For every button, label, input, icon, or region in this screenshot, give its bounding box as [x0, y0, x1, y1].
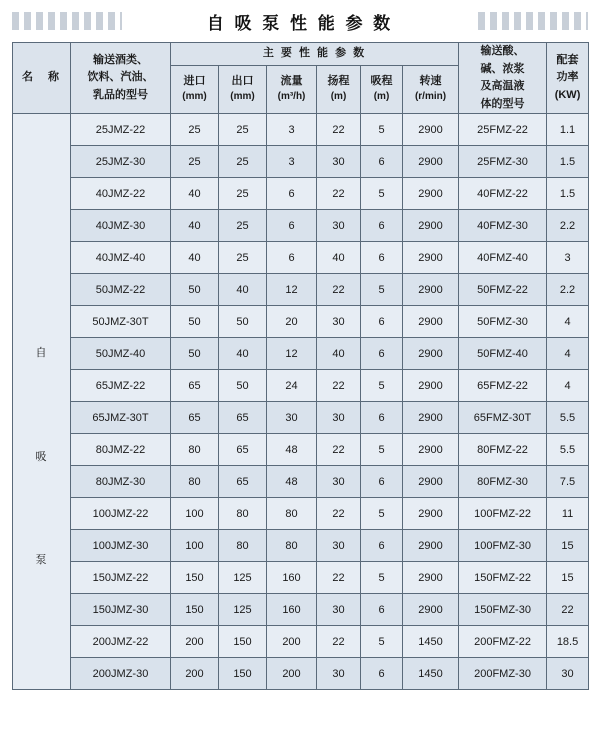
- cell-head: 30: [317, 530, 361, 562]
- cell-head: 30: [317, 146, 361, 178]
- title-stripes-right-decoration: [478, 12, 588, 30]
- header-power-line1: 配套: [556, 53, 579, 66]
- cell-outlet: 65: [219, 434, 267, 466]
- cell-power: 3: [547, 242, 589, 274]
- table-header: [13, 43, 589, 114]
- cell-flow: 3: [267, 146, 317, 178]
- header-head-unit: (m): [330, 91, 347, 103]
- cell-speed: 2900: [403, 466, 459, 498]
- cell-head: 22: [317, 178, 361, 210]
- header-speed: [403, 66, 459, 114]
- header-model-liquid-line1: 输送酒类、: [93, 53, 148, 66]
- cell-outlet: 125: [219, 562, 267, 594]
- cell-inlet: 25: [171, 146, 219, 178]
- cell-power: 18.5: [547, 626, 589, 658]
- cell-inlet: 65: [171, 370, 219, 402]
- table-row: [13, 466, 589, 498]
- header-model-liquid: [71, 43, 171, 114]
- cell-speed: 2900: [403, 370, 459, 402]
- header-suction: [361, 66, 403, 114]
- cell-head: 22: [317, 434, 361, 466]
- document-page: [0, 4, 600, 730]
- header-inlet-unit: (mm): [182, 91, 207, 103]
- page-title: 自 吸 泵 性 能 参 数: [193, 9, 407, 34]
- cell-outlet: 25: [219, 114, 267, 146]
- cell-suction: 6: [361, 530, 403, 562]
- header-model-acid: [459, 43, 547, 114]
- cell-model-liquid: 200JMZ-22: [71, 626, 171, 658]
- table-row: [13, 338, 589, 370]
- table-row: [13, 114, 589, 146]
- cell-head: 22: [317, 370, 361, 402]
- cell-outlet: 80: [219, 498, 267, 530]
- pump-spec-table: [12, 42, 589, 690]
- cell-model-acid: 200FMZ-22: [459, 626, 547, 658]
- cell-flow: 80: [267, 498, 317, 530]
- cell-outlet: 25: [219, 210, 267, 242]
- cell-head: 30: [317, 594, 361, 626]
- cell-outlet: 40: [219, 338, 267, 370]
- cell-power: 22: [547, 594, 589, 626]
- cell-speed: 2900: [403, 530, 459, 562]
- cell-model-acid: 50FMZ-30: [459, 306, 547, 338]
- header-power-line3: (KW): [554, 88, 581, 101]
- cell-model-acid: 100FMZ-22: [459, 498, 547, 530]
- table-row: [13, 434, 589, 466]
- cell-speed: 2900: [403, 274, 459, 306]
- table-row: [13, 146, 589, 178]
- header-suction-label: 吸程: [370, 75, 393, 88]
- cell-flow: 30: [267, 402, 317, 434]
- cell-model-acid: 150FMZ-30: [459, 594, 547, 626]
- cell-model-liquid: 65JMZ-22: [71, 370, 171, 402]
- cell-inlet: 100: [171, 498, 219, 530]
- header-flow-unit: (m³/h): [277, 91, 306, 103]
- document-title-bar: [12, 4, 588, 38]
- header-model-acid-line2: 碱、浓浆: [480, 62, 525, 75]
- cell-suction: 5: [361, 498, 403, 530]
- cell-power: 15: [547, 562, 589, 594]
- cell-flow: 160: [267, 594, 317, 626]
- header-outlet-label: 出口: [231, 75, 254, 88]
- cell-power: 5.5: [547, 434, 589, 466]
- cell-flow: 6: [267, 178, 317, 210]
- cell-model-acid: 65FMZ-22: [459, 370, 547, 402]
- cell-speed: 2900: [403, 338, 459, 370]
- cell-head: 30: [317, 210, 361, 242]
- cell-head: 30: [317, 306, 361, 338]
- cell-model-acid: 65FMZ-30T: [459, 402, 547, 434]
- cell-power: 2.2: [547, 210, 589, 242]
- cell-model-liquid: 150JMZ-22: [71, 562, 171, 594]
- cell-outlet: 150: [219, 658, 267, 690]
- cell-flow: 20: [267, 306, 317, 338]
- table-row: [13, 306, 589, 338]
- cell-head: 40: [317, 242, 361, 274]
- cell-suction: 6: [361, 402, 403, 434]
- cell-model-liquid: 100JMZ-22: [71, 498, 171, 530]
- cell-power: 4: [547, 306, 589, 338]
- cell-speed: 2900: [403, 562, 459, 594]
- cell-inlet: 40: [171, 178, 219, 210]
- cell-power: 4: [547, 370, 589, 402]
- cell-model-liquid: 50JMZ-40: [71, 338, 171, 370]
- cell-model-liquid: 25JMZ-30: [71, 146, 171, 178]
- cell-outlet: 65: [219, 466, 267, 498]
- cell-inlet: 40: [171, 242, 219, 274]
- cell-model-acid: 40FMZ-40: [459, 242, 547, 274]
- header-speed-unit: (r/min): [414, 91, 447, 103]
- cell-inlet: 100: [171, 530, 219, 562]
- cell-head: 30: [317, 658, 361, 690]
- header-speed-label: 转速: [419, 75, 442, 88]
- cell-model-acid: 40FMZ-22: [459, 178, 547, 210]
- table-row: [13, 562, 589, 594]
- table-header-row-1: [13, 43, 589, 66]
- table-row: [13, 658, 589, 690]
- cell-model-acid: 200FMZ-30: [459, 658, 547, 690]
- cell-name-char: 自: [35, 346, 48, 359]
- cell-head: 40: [317, 338, 361, 370]
- cell-inlet: 150: [171, 562, 219, 594]
- cell-speed: 2900: [403, 434, 459, 466]
- cell-suction: 5: [361, 274, 403, 306]
- cell-speed: 2900: [403, 146, 459, 178]
- cell-suction: 5: [361, 370, 403, 402]
- cell-inlet: 25: [171, 114, 219, 146]
- cell-model-acid: 80FMZ-30: [459, 466, 547, 498]
- cell-model-liquid: 40JMZ-22: [71, 178, 171, 210]
- title-stripes-left-decoration: [12, 12, 122, 30]
- cell-name-char: 吸: [35, 450, 48, 463]
- header-suction-unit: (m): [373, 91, 390, 103]
- cell-model-liquid: 80JMZ-22: [71, 434, 171, 466]
- cell-model-liquid: 100JMZ-30: [71, 530, 171, 562]
- header-performance-group: 主 要 性 能 参 数: [171, 43, 459, 66]
- cell-inlet: 50: [171, 306, 219, 338]
- cell-inlet: 150: [171, 594, 219, 626]
- cell-speed: 2900: [403, 498, 459, 530]
- cell-outlet: 125: [219, 594, 267, 626]
- cell-power: 1.5: [547, 178, 589, 210]
- header-head: [317, 66, 361, 114]
- cell-suction: 6: [361, 306, 403, 338]
- cell-suction: 5: [361, 114, 403, 146]
- header-model-liquid-line3: 乳品的型号: [93, 88, 148, 101]
- cell-head: 22: [317, 274, 361, 306]
- cell-speed: 2900: [403, 594, 459, 626]
- header-model-acid-line1: 输送酸、: [480, 45, 525, 57]
- cell-outlet: 65: [219, 402, 267, 434]
- cell-suction: 5: [361, 626, 403, 658]
- cell-speed: 2900: [403, 210, 459, 242]
- cell-speed: 2900: [403, 114, 459, 146]
- table-body: [13, 114, 589, 690]
- cell-model-liquid: 150JMZ-30: [71, 594, 171, 626]
- header-inlet: [171, 66, 219, 114]
- cell-inlet: 80: [171, 434, 219, 466]
- table-row: [13, 498, 589, 530]
- cell-model-acid: 40FMZ-30: [459, 210, 547, 242]
- cell-model-liquid: 25JMZ-22: [71, 114, 171, 146]
- cell-outlet: 150: [219, 626, 267, 658]
- cell-suction: 6: [361, 466, 403, 498]
- cell-outlet: 25: [219, 146, 267, 178]
- cell-power: 11: [547, 498, 589, 530]
- cell-suction: 6: [361, 242, 403, 274]
- cell-outlet: 25: [219, 178, 267, 210]
- cell-flow: 24: [267, 370, 317, 402]
- cell-inlet: 40: [171, 210, 219, 242]
- cell-suction: 5: [361, 178, 403, 210]
- cell-speed: 1450: [403, 658, 459, 690]
- cell-flow: 48: [267, 434, 317, 466]
- cell-power: 7.5: [547, 466, 589, 498]
- cell-model-acid: 25FMZ-22: [459, 114, 547, 146]
- table-row: [13, 530, 589, 562]
- cell-model-acid: 80FMZ-22: [459, 434, 547, 466]
- cell-power: 1.1: [547, 114, 589, 146]
- cell-power: 15: [547, 530, 589, 562]
- cell-head: 30: [317, 402, 361, 434]
- cell-flow: 6: [267, 210, 317, 242]
- cell-head: 30: [317, 466, 361, 498]
- header-outlet-unit: (mm): [230, 91, 255, 103]
- cell-flow: 6: [267, 242, 317, 274]
- cell-model-liquid: 40JMZ-30: [71, 210, 171, 242]
- cell-suction: 5: [361, 434, 403, 466]
- cell-power: 4: [547, 338, 589, 370]
- cell-name-char: 泵: [35, 554, 48, 567]
- cell-power: 1.5: [547, 146, 589, 178]
- cell-model-liquid: 80JMZ-30: [71, 466, 171, 498]
- header-flow: [267, 66, 317, 114]
- cell-model-liquid: 50JMZ-30T: [71, 306, 171, 338]
- header-head-label: 扬程: [327, 75, 350, 88]
- table-row: [13, 210, 589, 242]
- cell-head: 22: [317, 498, 361, 530]
- cell-suction: 6: [361, 594, 403, 626]
- header-power: [547, 43, 589, 114]
- header-name: 名 称: [13, 43, 71, 114]
- header-model-liquid-line2: 饮料、汽油、: [87, 71, 154, 84]
- cell-outlet: 50: [219, 306, 267, 338]
- cell-model-liquid: 50JMZ-22: [71, 274, 171, 306]
- cell-power: 5.5: [547, 402, 589, 434]
- table-row: [13, 594, 589, 626]
- table-row: [13, 626, 589, 658]
- cell-inlet: 50: [171, 338, 219, 370]
- header-flow-label: 流量: [280, 75, 303, 88]
- cell-flow: 200: [267, 626, 317, 658]
- cell-flow: 12: [267, 338, 317, 370]
- cell-model-acid: 50FMZ-40: [459, 338, 547, 370]
- cell-outlet: 80: [219, 530, 267, 562]
- table-row: [13, 370, 589, 402]
- cell-suction: 6: [361, 338, 403, 370]
- table-row: [13, 178, 589, 210]
- cell-power: 2.2: [547, 274, 589, 306]
- table-row: [13, 402, 589, 434]
- cell-suction: 6: [361, 210, 403, 242]
- cell-inlet: 50: [171, 274, 219, 306]
- cell-outlet: 40: [219, 274, 267, 306]
- cell-model-acid: 100FMZ-30: [459, 530, 547, 562]
- cell-suction: 6: [361, 146, 403, 178]
- cell-inlet: 65: [171, 402, 219, 434]
- cell-speed: 2900: [403, 306, 459, 338]
- cell-flow: 80: [267, 530, 317, 562]
- cell-speed: 2900: [403, 242, 459, 274]
- cell-inlet: 200: [171, 658, 219, 690]
- cell-outlet: 25: [219, 242, 267, 274]
- cell-model-acid: 25FMZ-30: [459, 146, 547, 178]
- header-outlet: [219, 66, 267, 114]
- cell-speed: 2900: [403, 178, 459, 210]
- cell-flow: 48: [267, 466, 317, 498]
- cell-outlet: 50: [219, 370, 267, 402]
- table-row: [13, 274, 589, 306]
- cell-head: 22: [317, 626, 361, 658]
- cell-inlet: 200: [171, 626, 219, 658]
- cell-flow: 3: [267, 114, 317, 146]
- header-model-acid-line3: 及高温液: [480, 80, 525, 93]
- cell-suction: 5: [361, 562, 403, 594]
- cell-speed: 2900: [403, 402, 459, 434]
- cell-flow: 160: [267, 562, 317, 594]
- cell-flow: 200: [267, 658, 317, 690]
- cell-model-acid: 50FMZ-22: [459, 274, 547, 306]
- cell-model-liquid: 40JMZ-40: [71, 242, 171, 274]
- cell-model-acid: 150FMZ-22: [459, 562, 547, 594]
- cell-inlet: 80: [171, 466, 219, 498]
- cell-model-liquid: 65JMZ-30T: [71, 402, 171, 434]
- cell-head: 22: [317, 114, 361, 146]
- cell-power: 30: [547, 658, 589, 690]
- header-model-acid-line4: 体的型号: [480, 97, 525, 110]
- cell-model-liquid: 200JMZ-30: [71, 658, 171, 690]
- table-row: [13, 242, 589, 274]
- header-inlet-label: 进口: [183, 75, 206, 88]
- header-power-line2: 功率: [556, 71, 579, 84]
- cell-flow: 12: [267, 274, 317, 306]
- cell-suction: 6: [361, 658, 403, 690]
- cell-speed: 1450: [403, 626, 459, 658]
- cell-head: 22: [317, 562, 361, 594]
- cell-name: [13, 114, 71, 690]
